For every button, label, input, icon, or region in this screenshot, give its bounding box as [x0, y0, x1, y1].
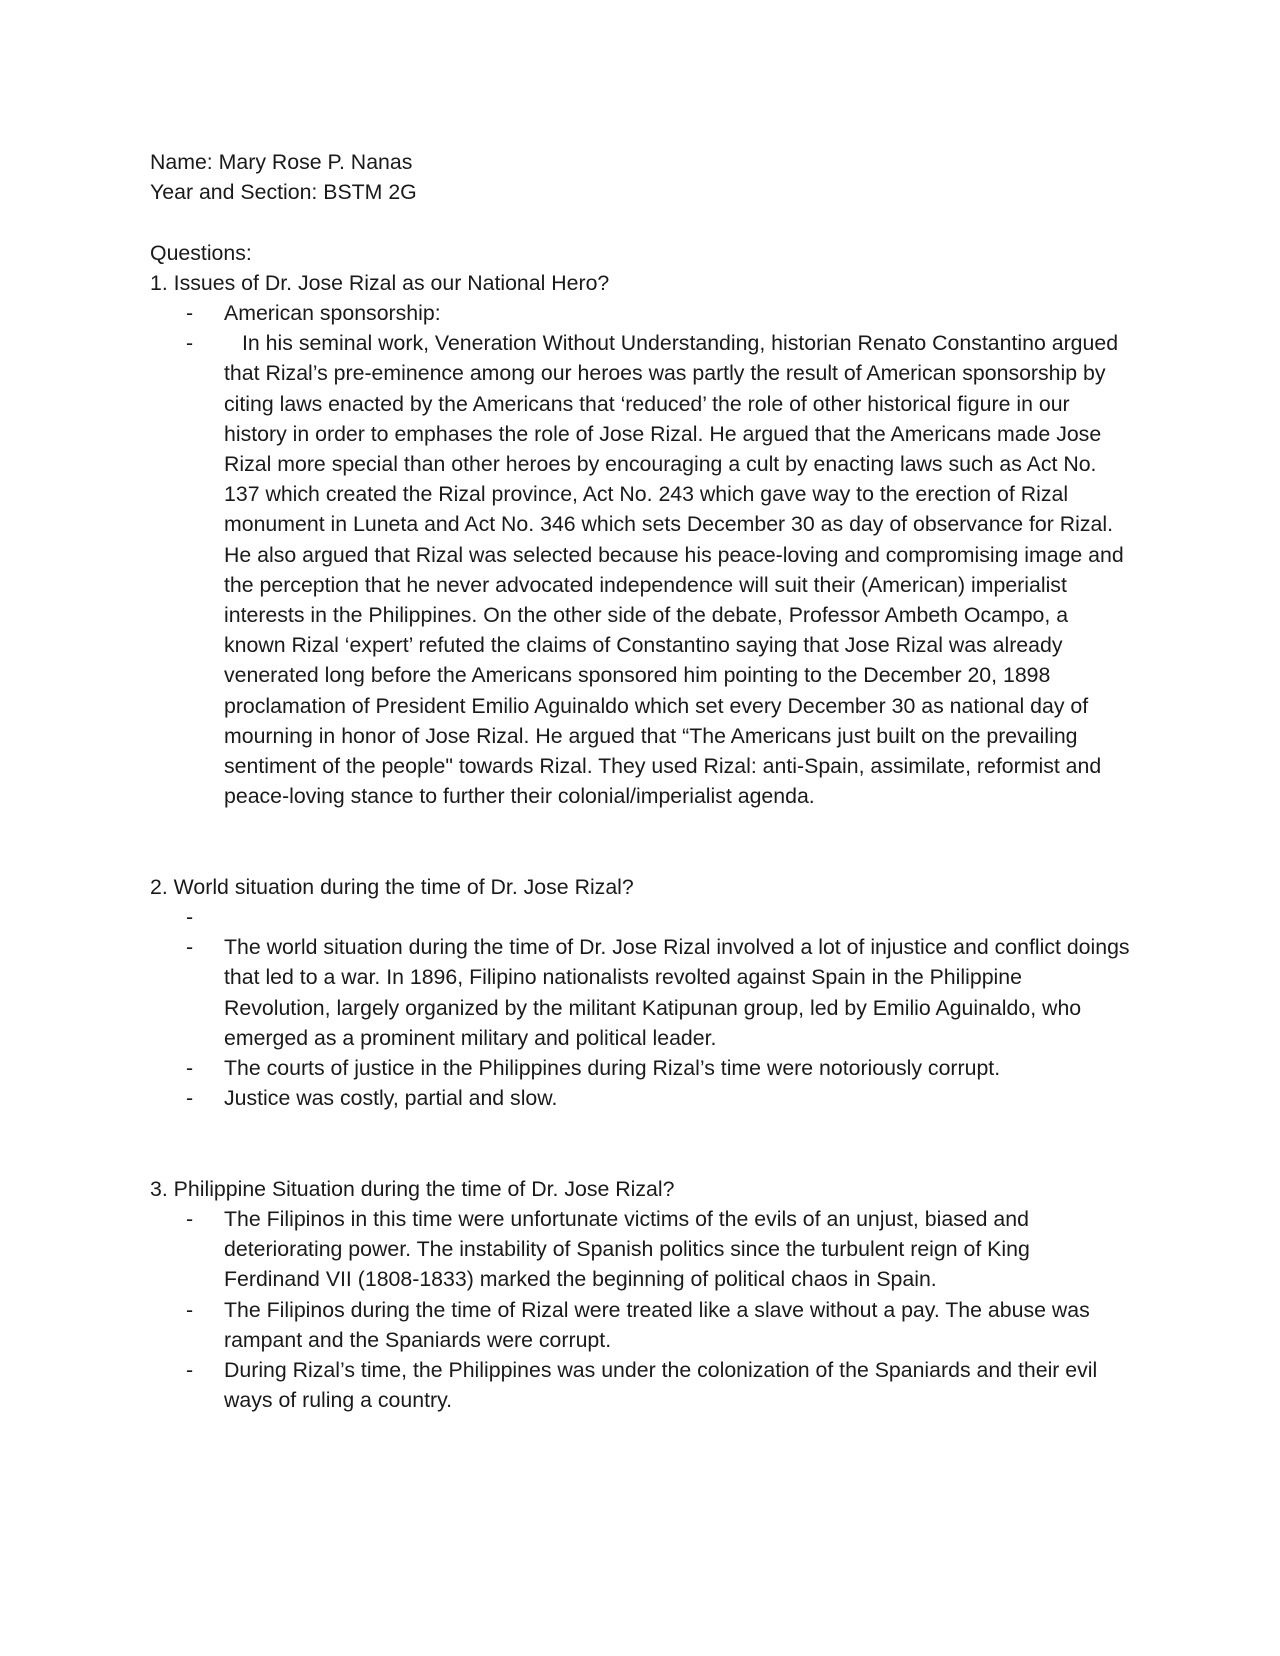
list-item — [150, 298, 1130, 328]
list-item — [150, 1083, 1130, 1113]
question-1-answers — [150, 298, 1130, 811]
answer-text: American sponsorship: — [224, 301, 441, 325]
dash-bullet: - — [186, 1207, 194, 1232]
answer-text: During Rizal’s time, the Philippines was under the colonization of the Spaniards and their evil ways of ruling a country. — [224, 1358, 1098, 1413]
list-item — [150, 1295, 1130, 1355]
answer-text: The Filipinos in this time were unfortunate victims of the evils of an unjust, biased and deteriorating power. The instability of Spanish politics since the turbulent reign of King Ferdinand VII (1808-1833) marked the beginning of political chaos in Spain. — [224, 1207, 1030, 1292]
answer-text: In his seminal work, Veneration Without Understanding, historian Renato Constantino argued that Rizal’s pre-eminence among our heroes was partly the result of American sponsorship by citing laws enacted by the Americans that ‘reduced’ the role of other historical figure in our history in order to emphases the role of Jose Rizal. He argued that the Americans made Jose Rizal more special than other heroes by encouraging a cult by enacting laws such as Act No. 137 which created the Rizal province, Act No. 243 which gave way to the erection of Rizal monument in Luneta and Act No. 346 which sets December 30 as day of observance for Rizal. He also argued that Rizal was selected because his peace-loving and compromising image and the perception that he never advocated independence will suit their (American) imperialist interests in the Philippines. On the other side of the debate, Professor Ambeth Ocampo, a known Rizal ‘expert’ refuted the claims of Constantino saying that Jose Rizal was already venerated long before the Americans sponsored him pointing to the December 20, 1898 proclamation of President Emilio Aguinaldo which set every December 30 as national day of mourning in honor of Jose Rizal. He argued that “The Americans just built on the prevailing sentiment of the people" towards Rizal. They used Rizal: anti-Spain, assimilate, reformist and peace-loving stance to further their colonial/imperialist agenda. — [224, 331, 1124, 809]
answer-text: The world situation during the time of Dr. Jose Rizal involved a lot of injustice and conflict doings that led to a war. In 1896, Filipino nationalists revolted against Spain in the Philippine Revolution, largely organized by the militant Katipunan group, led by Emilio Aguinaldo, who emerged as a prominent military and political leader. — [224, 935, 1130, 1050]
answer-text: The courts of justice in the Philippines during Rizal’s time were notoriously corrupt. — [224, 1056, 1001, 1081]
list-item — [150, 1053, 1130, 1083]
list-item — [150, 328, 1130, 811]
question-3-answers — [150, 1204, 1130, 1415]
list-item — [150, 932, 1130, 1053]
dash-bullet: - — [186, 1086, 194, 1111]
question-3-title: 3. Philippine Situation during the time of Dr. Jose Rizal? — [150, 1176, 675, 1201]
list-item — [150, 1355, 1130, 1415]
question-2-title: 2. World situation during the time of Dr. Jose Rizal? — [150, 874, 634, 899]
list-item — [150, 1204, 1130, 1295]
answer-text: The Filipinos during the time of Rizal were treated like a slave without a pay. The abuse was rampant and the Spaniards were corrupt. — [224, 1297, 1090, 1352]
questions-label: Questions: — [150, 240, 252, 265]
year-section: Year and Section: BSTM 2G — [150, 180, 417, 205]
dash-bullet: - — [186, 1056, 194, 1081]
question-1-title: 1. Issues of Dr. Jose Rizal as our National Hero? — [150, 270, 610, 295]
dash-bullet: - — [186, 1297, 194, 1322]
dash-bullet: - — [186, 301, 194, 325]
spacer — [150, 811, 1130, 871]
document-page — [150, 147, 1130, 1415]
list-item — [150, 902, 1130, 932]
question-2-answers — [150, 902, 1130, 1113]
dash-bullet: - — [186, 905, 194, 930]
student-name: Name: Mary Rose P. Nanas — [150, 150, 413, 174]
spacer — [150, 207, 1130, 237]
dash-bullet: - — [186, 935, 194, 960]
spacer — [150, 1113, 1130, 1173]
dash-bullet: - — [186, 1358, 194, 1383]
answer-text: Justice was costly, partial and slow. — [224, 1086, 558, 1111]
dash-bullet: - — [186, 331, 194, 356]
